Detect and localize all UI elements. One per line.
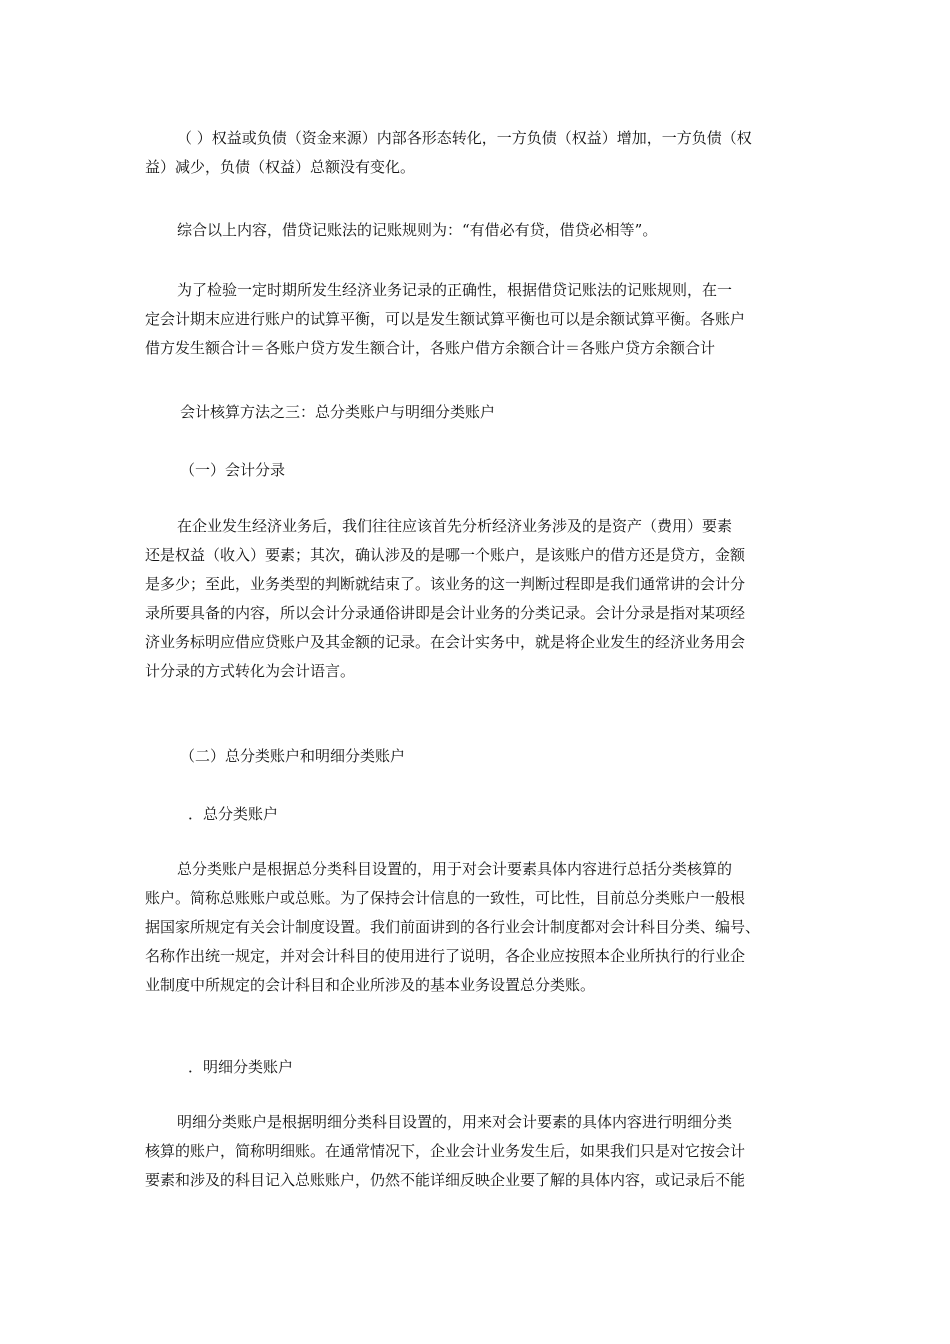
text-line: 总分类账户是根据总分类科目设置的，用于对会计要素具体内容进行总括分类核算的 <box>177 860 733 878</box>
text-line: 业制度中所规定的会计科目和企业所涉及的基本业务设置总分类账。 <box>145 976 596 994</box>
item-heading-subsidiary-ledger: ．明细分类账户 <box>188 1058 294 1076</box>
text-line: 定会计期末应进行账户的试算平衡，可以是发生额试算平衡也可以是余额试算平衡。各账户 <box>145 310 746 328</box>
text-line: 济业务标明应借应贷账户及其金额的记录。在会计实务中，就是将企业发生的经济业务用会 <box>145 633 746 651</box>
text-line: 益）减少，负债（权益）总额没有变化。 <box>145 158 416 176</box>
text-line: 账户。简称总账账户或总账。为了保持会计信息的一致性，可比性，目前总分类账户一般根 <box>145 889 746 907</box>
text-line: （ ）权益或负债（资金来源）内部各形态转化，一方负债（权益）增加，一方负债（权 <box>177 129 752 147</box>
text-line: 计分录的方式转化为会计语言。 <box>145 662 356 680</box>
text-line: 为了检验一定时期所发生经济业务记录的正确性，根据借贷记账法的记账规则，在一 <box>177 281 733 299</box>
section-heading-method-three: 会计核算方法之三：总分类账户与明细分类账户 <box>180 403 496 421</box>
text-line: 录所要具备的内容，所以会计分录通俗讲即是会计业务的分类记录。会计分录是指对某项经 <box>145 604 746 622</box>
paragraph-general-ledger <box>145 855 815 1000</box>
text-line: 名称作出统一规定，并对会计科目的使用进行了说明，各企业应按照本企业所执行的行业企 <box>145 947 746 965</box>
text-line: 是多少；至此，业务类型的判断就结束了。该业务的这一判断过程即是我们通常讲的会计分 <box>145 575 746 593</box>
text-line: 还是权益（收入）要素；其次，确认涉及的是哪一个账户，是该账户的借方还是贷方，金额 <box>145 546 746 564</box>
paragraph-equity-liability-conversion <box>145 124 815 182</box>
text-line: 据国家所规定有关会计制度设置。我们前面讲到的各行业会计制度都对会计科目分类、编号、 <box>145 918 761 936</box>
subsection-heading-ledger-accounts: （二）总分类账户和明细分类账户 <box>180 747 406 765</box>
text-line: 综合以上内容，借贷记账法的记账规则为：“有借必有贷，借贷必相等”。 <box>177 221 658 239</box>
paragraph-debit-credit-rule <box>145 216 815 245</box>
subsection-heading-journal-entries: （一）会计分录 <box>180 461 286 479</box>
paragraph-journal-entries <box>145 512 815 686</box>
item-heading-general-ledger: ．总分类账户 <box>188 805 279 823</box>
text-line: 在企业发生经济业务后，我们往往应该首先分析经济业务涉及的是资产（费用）要素 <box>177 517 733 535</box>
paragraph-trial-balance <box>145 276 815 363</box>
text-line: 借方发生额合计＝各账户贷方发生额合计，各账户借方余额合计＝各账户贷方余额合计 <box>145 339 716 357</box>
text-line: 核算的账户，简称明细账。在通常情况下，企业会计业务发生后，如果我们只是对它按会计 <box>145 1142 746 1160</box>
text-line: 明细分类账户是根据明细分类科目设置的，用来对会计要素的具体内容进行明细分类 <box>177 1113 733 1131</box>
paragraph-subsidiary-ledger <box>145 1108 815 1195</box>
text-line: 要素和涉及的科目记入总账账户，仍然不能详细反映企业要了解的具体内容，或记录后不能 <box>145 1171 746 1189</box>
